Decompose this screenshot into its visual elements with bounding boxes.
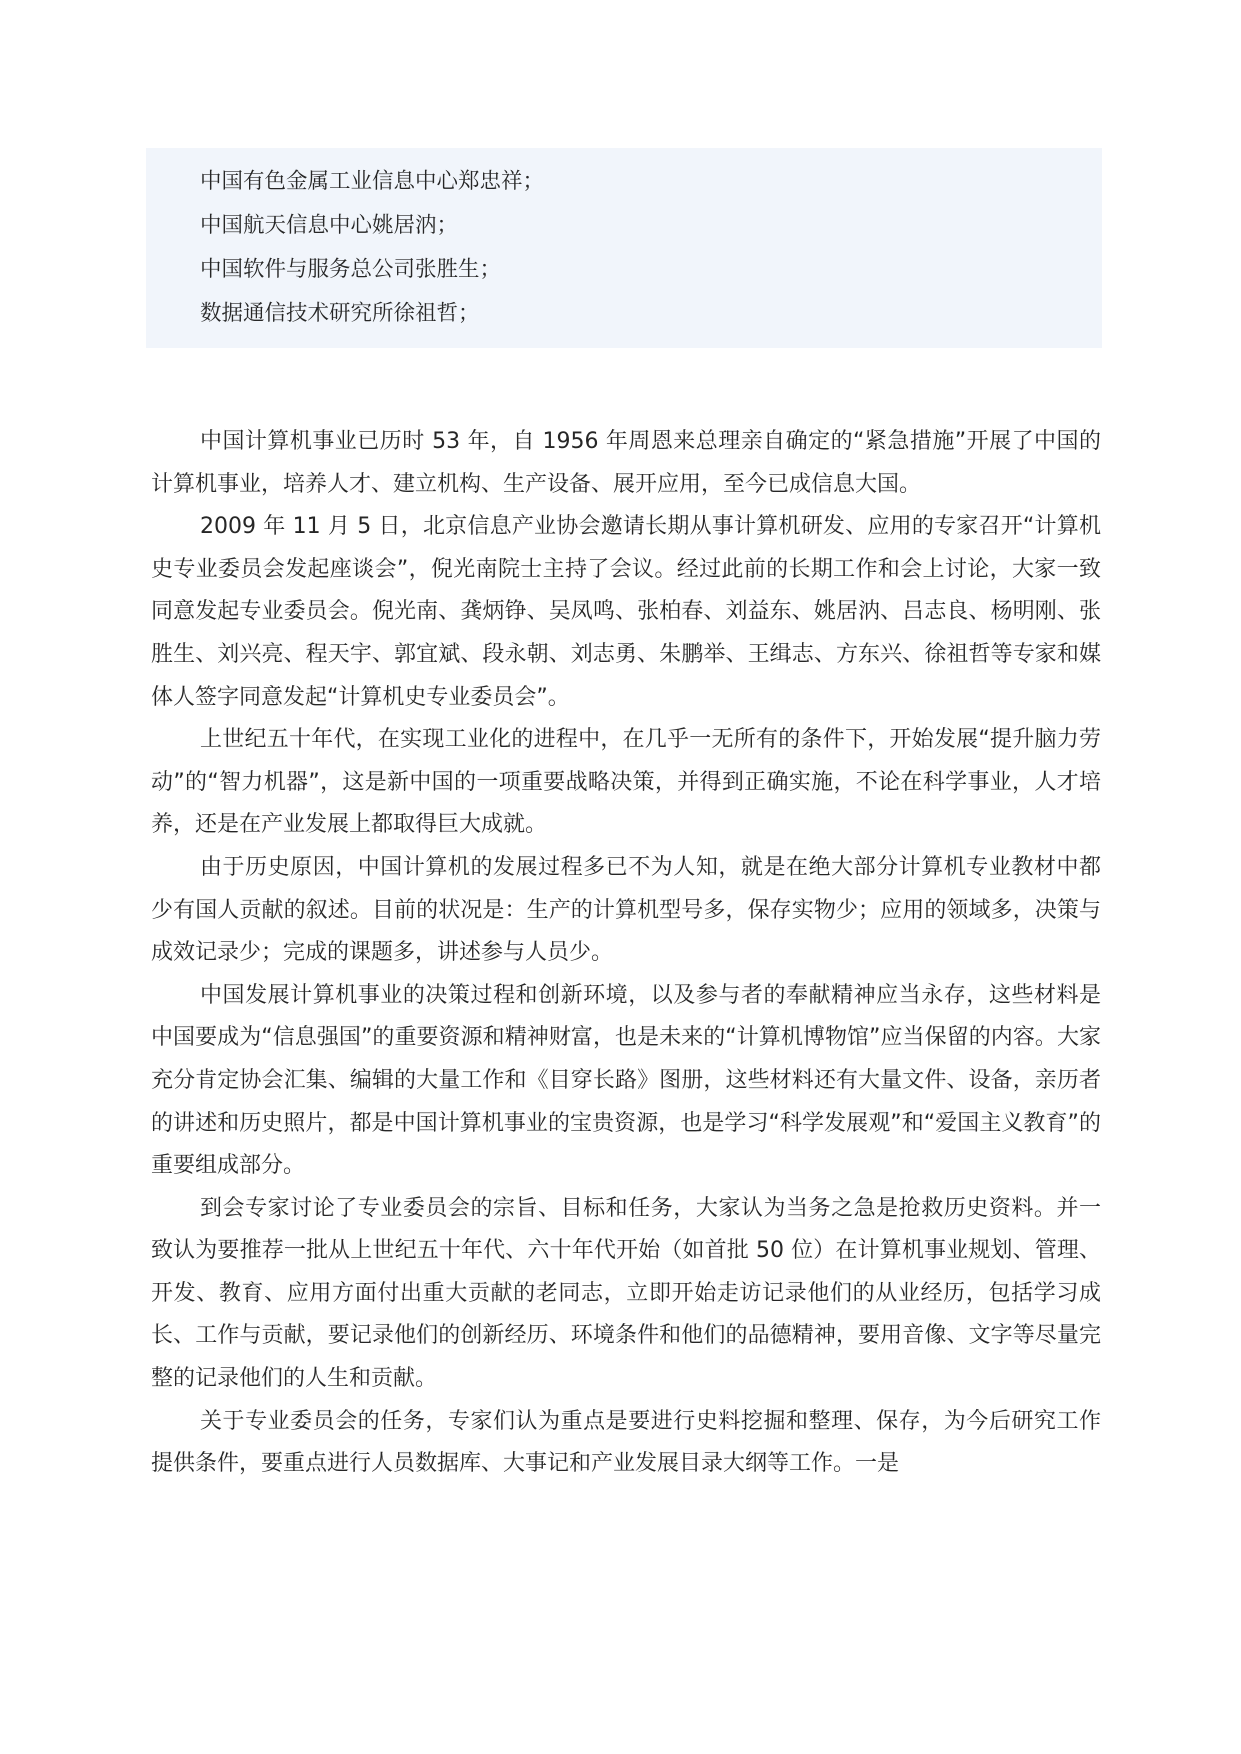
- paragraph: 由于历史原因，中国计算机的发展过程多已不为人知，就是在绝大部分计算机专业教材中都少有国人贡献的叙述。目前的状况是：生产的计算机型号多，保存实物少；应用的领域多，决策与成效记录少；完成的课题多，讲述参与人员少。: [151, 854, 1101, 966]
- list-item: 中国软件与服务总公司张胜生；: [200, 257, 502, 282]
- paragraph: 关于专业委员会的任务，专家们认为重点是要进行史料挖掘和整理、保存，为今后研究工作提供条件，要重点进行人员数据库、大事记和产业发展目录大纲等工作。一是: [151, 1408, 1101, 1477]
- paragraph: 2009 年 11 月 5 日，北京信息产业协会邀请长期从事计算机研发、应用的专家召开“计算机史专业委员会发起座谈会”，倪光南院士主持了会议。经过此前的长期工作和会上讨论，大家一致同意发起专业委员会。倪光南、龚炳铮、吴凤鸣、张柏春、刘益东、姚居汭、吕志良、杨明刚、张胜生、刘兴亮、程天宇、郭宜斌、段永朝、刘志勇、朱鹏举、王缉志、方东兴、徐祖哲等专家和媒体人签字同意发起“计算机史专业委员会”。: [151, 514, 1101, 710]
- highlighted-name-list: [146, 148, 1102, 348]
- list-item: 中国航天信息中心姚居汭；: [200, 213, 459, 238]
- article-body: [151, 421, 1101, 1486]
- list-item: 中国有色金属工业信息中心郑忠祥；: [200, 169, 545, 194]
- paragraph: 到会专家讨论了专业委员会的宗旨、目标和任务，大家认为当务之急是抢救历史资料。并一致认为要推荐一批从上世纪五十年代、六十年代开始（如首批 50 位）在计算机事业规划、管理、开发、教育、应用方面付出重大贡献的老同志，立即开始走访记录他们的从业经历，包括学习成长、工作与贡献，要记录他们的创新经历、环境条件和他们的品德精神，要用音像、文字等尽量完整的记录他们的人生和贡献。: [151, 1195, 1101, 1392]
- paragraph: 中国计算机事业已历时 53 年，自 1956 年周恩来总理亲自确定的“紧急措施”开展了中国的计算机事业，培养人才、建立机构、生产设备、展开应用，至今已成信息大国。: [151, 429, 1101, 497]
- list-item: 数据通信技术研究所徐祖哲；: [200, 301, 480, 326]
- paragraph: 上世纪五十年代，在实现工业化的进程中，在几乎一无所有的条件下，开始发展“提升脑力劳动”的“智力机器”，这是新中国的一项重要战略决策，并得到正确实施，不论在科学事业，人才培养，还是在产业发展上都取得巨大成就。: [151, 727, 1101, 838]
- paragraph: 中国发展计算机事业的决策过程和创新环境，以及参与者的奉献精神应当永存，这些材料是中国要成为“信息强国”的重要资源和精神财富，也是未来的“计算机博物馆”应当保留的内容。大家充分肯定协会汇集、编辑的大量工作和《目穿长路》图册，这些材料还有大量文件、设备，亲历者的讲述和历史照片，都是中国计算机事业的宝贵资源，也是学习“科学发展观”和“爱国主义教育”的重要组成部分。: [151, 982, 1101, 1179]
